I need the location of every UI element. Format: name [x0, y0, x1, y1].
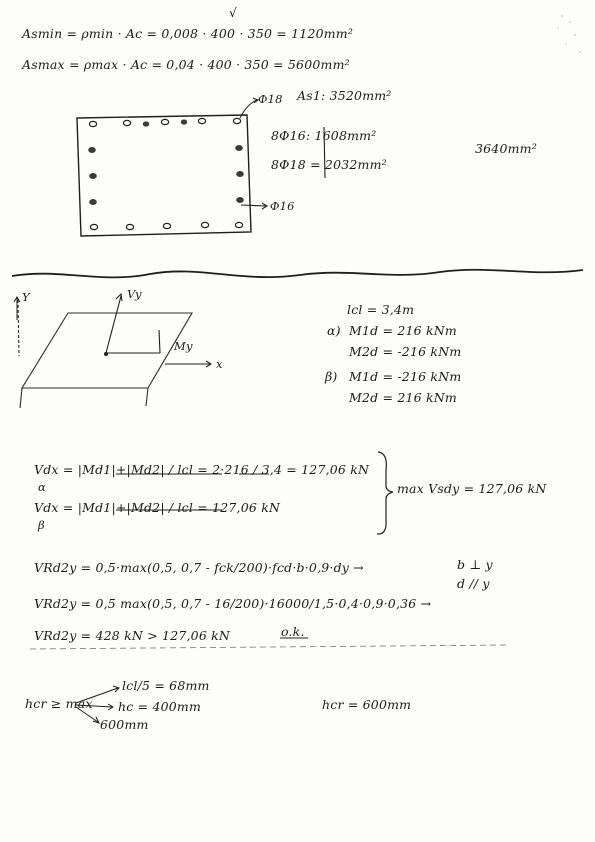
bar-side-label: Φ16	[270, 199, 295, 213]
bars-18-label: 8Φ18 = 2032mm²	[271, 157, 387, 172]
d-parallel-y: d // y	[457, 576, 490, 591]
bars-16-label: 8Φ16: 1608mm²	[271, 128, 377, 143]
rebar-top-row	[89, 118, 240, 126]
axis-my-label: My	[174, 339, 193, 353]
hcr-option-lcl: lcl/5 = 68mm	[122, 678, 210, 693]
as-min-formula: Asmin = ρmin · Ac = 0,008 · 400 · 350 = 1120mm²	[22, 26, 354, 41]
case-b-m2d: M2d = 216 kNm	[349, 390, 457, 405]
hcr-option-fixed: 600mm	[100, 717, 149, 732]
vrd2-formula: VRd2y = 0,5·max(0,5, 0,7 - fck/200)·fcd·b·0,9·dy →	[34, 560, 364, 575]
hcr-result: hcr = 600mm	[322, 697, 412, 712]
axis-y-label: Y	[22, 290, 30, 304]
case-a-label: α)	[327, 323, 341, 338]
b-perp-y: b ⊥ y	[457, 557, 493, 572]
scan-speckle	[557, 15, 580, 53]
vd-beta-sub: β	[38, 518, 45, 532]
column-section-outline	[77, 115, 251, 236]
lcl-value: lcl = 3,4m	[347, 302, 415, 317]
as1-label: As1: 3520mm²	[297, 88, 392, 103]
case-a-m2d: M2d = -216 kNm	[349, 344, 462, 359]
bars-total-label: 3640mm²	[475, 141, 537, 156]
as-max-formula: Asmax = ρmax · Ac = 0,04 · 400 · 350 = 5600mm²	[22, 57, 350, 72]
wavy-separator	[12, 270, 583, 278]
vd-alpha-sub: α	[38, 480, 46, 494]
hcr-option-hc: hc = 400mm	[118, 699, 202, 714]
case-b-label: β)	[325, 369, 338, 384]
vrd2-result: VRd2y = 428 kN > 127,06 kN	[34, 628, 231, 643]
vd-beta-formula: Vdx = |Md1|+|Md2| / lcl = 127,06 kN	[34, 500, 281, 515]
axis-x-label: x	[216, 357, 223, 371]
case-b-m1d: M1d = -216 kNm	[349, 369, 462, 384]
ok-note: o.k.	[281, 624, 305, 639]
rebar-bottom-row	[90, 222, 242, 229]
bar-top-label: Φ18	[258, 92, 283, 106]
check-mark: √	[229, 5, 238, 20]
hcr-label: hcr ≥ max	[25, 696, 93, 711]
rebar-side-bars	[88, 119, 244, 205]
vd-alpha-formula: Vdx = |Md1|+|Md2| / lcl = 2·216 / 3,4 = 127,06 kN	[34, 462, 370, 477]
case-a-m1d: M1d = 216 kNm	[349, 323, 457, 338]
axis-vy-label: Vy	[127, 287, 142, 301]
max-vsdy: max Vsdy = 127,06 kN	[397, 481, 547, 496]
vrd2-numbers: VRd2y = 0,5 max(0,5, 0,7 - 16/200)·16000/1,5·0,4·0,9·0,36 →	[34, 596, 432, 611]
